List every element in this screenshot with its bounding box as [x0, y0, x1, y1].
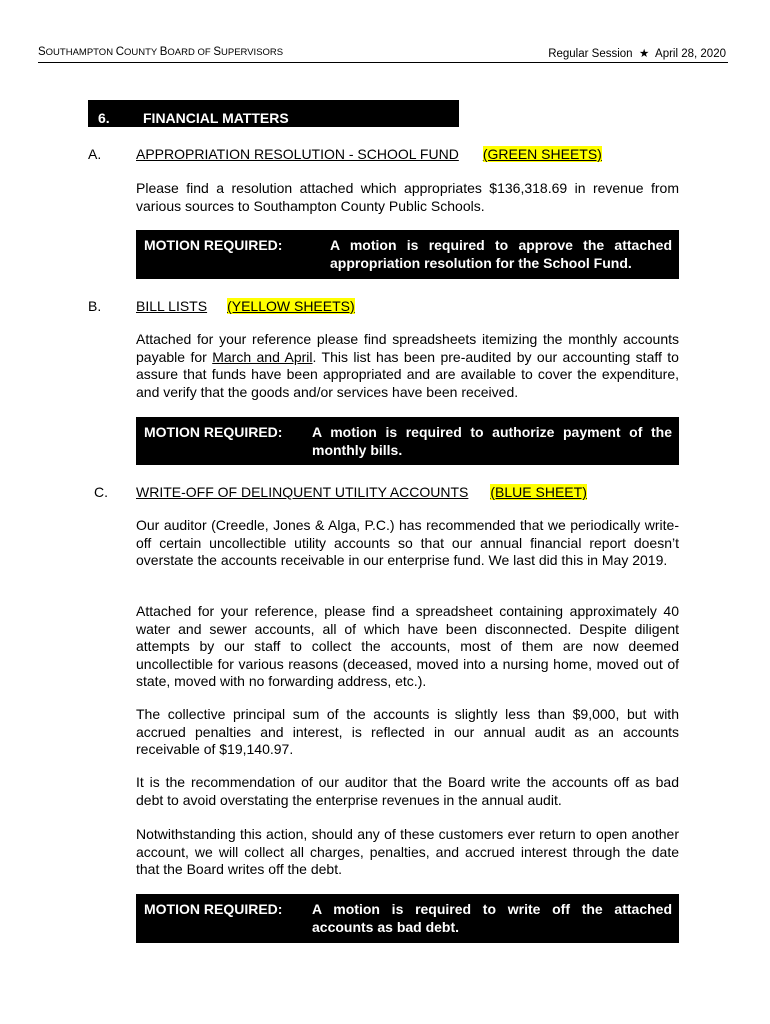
item-c-motion-box	[136, 894, 679, 943]
item-c-sheet-badge: (BLUE SHEET)	[490, 484, 587, 500]
header-organization: SOUTHAMPTON COUNTY BOARD OF SUPERVISORS	[38, 46, 284, 58]
motion-text: A motion is required to write off the attached accounts as bad debt.	[312, 901, 672, 935]
item-a-letter: A.	[88, 146, 102, 162]
section-number: 6.	[98, 110, 110, 126]
item-c-paragraph-3: The collective principal sum of the accounts is slightly less than $9,000, but with accrued penalties and interest, is reflected in our annual audit as an accounts receivable of $19,140.97.	[136, 706, 679, 758]
item-c-title-text: WRITE-OFF OF DELINQUENT UTILITY ACCOUNTS	[136, 484, 469, 500]
item-a-sheet-badge: (GREEN SHEETS)	[482, 146, 602, 162]
motion-text: A motion is required to approve the attached appropriation resolution for the School Fund.	[330, 237, 672, 271]
item-c-paragraph-4: It is the recommendation of our auditor that the Board write the accounts off as bad debt to avoid overstating the enterprise revenues in the annual audit.	[136, 774, 679, 808]
item-b-title	[136, 298, 355, 314]
item-c-letter: C.	[94, 484, 108, 500]
page-header	[38, 44, 728, 63]
item-b-motion-box	[136, 417, 679, 465]
item-b-letter: B.	[88, 298, 102, 314]
item-c-paragraph-2: Attached for your reference, please find a spreadsheet containing approximately 40 water and sewer accounts, all of which have been disconnected. Despite diligent attempts by our staff to collect the accounts, most of them are now deemed uncollectible for various reasons (deceased, moved into a nursing home, moved out of state, moved with no forwarding address, etc.).	[136, 603, 679, 690]
item-a-title-text: APPROPRIATION RESOLUTION - SCHOOL FUND	[136, 146, 459, 162]
motion-text: A motion is required to authorize payment of the monthly bills.	[312, 424, 672, 458]
item-a-title	[136, 146, 602, 162]
item-b-paragraph: Attached for your reference please find spreadsheets itemizing the monthly accounts payable for March and April. This list has been pre-audited by our accounting staff to assure that funds have been appropriated and are available to cover the expenditure, and verify that the goods and/or services have been received.	[136, 331, 679, 400]
item-c-paragraph-1: Our auditor (Creedle, Jones & Alga, P.C.) has recommended that we periodically write-off certain uncollectible utility accounts so that our annual financial report doesn’t overstate the accounts receivable in our enterprise fund. We last did this in May 2019.	[136, 517, 679, 569]
item-c-title	[136, 484, 587, 500]
motion-label: MOTION REQUIRED:	[144, 424, 283, 440]
item-b-title-text: BILL LISTS	[136, 298, 208, 314]
header-session-date: Regular Session ★ April 28, 2020	[548, 48, 726, 60]
month-range: March and April	[212, 348, 313, 365]
motion-label: MOTION REQUIRED:	[144, 237, 283, 253]
item-a-motion-box	[136, 230, 679, 279]
item-c-paragraph-5: Notwithstanding this action, should any of these customers ever return to open another account, we will collect all charges, penalties, and accrued interest through the date that the Board writes off the debt.	[136, 826, 679, 878]
item-a-paragraph: Please find a resolution attached which appropriates $136,318.69 in revenue from various sources to Southampton County Public Schools.	[136, 180, 679, 214]
section-title: FINANCIAL MATTERS	[143, 110, 289, 126]
motion-label: MOTION REQUIRED:	[144, 901, 283, 917]
item-b-sheet-badge: (YELLOW SHEETS)	[227, 298, 355, 314]
section-heading-bar	[88, 100, 459, 127]
